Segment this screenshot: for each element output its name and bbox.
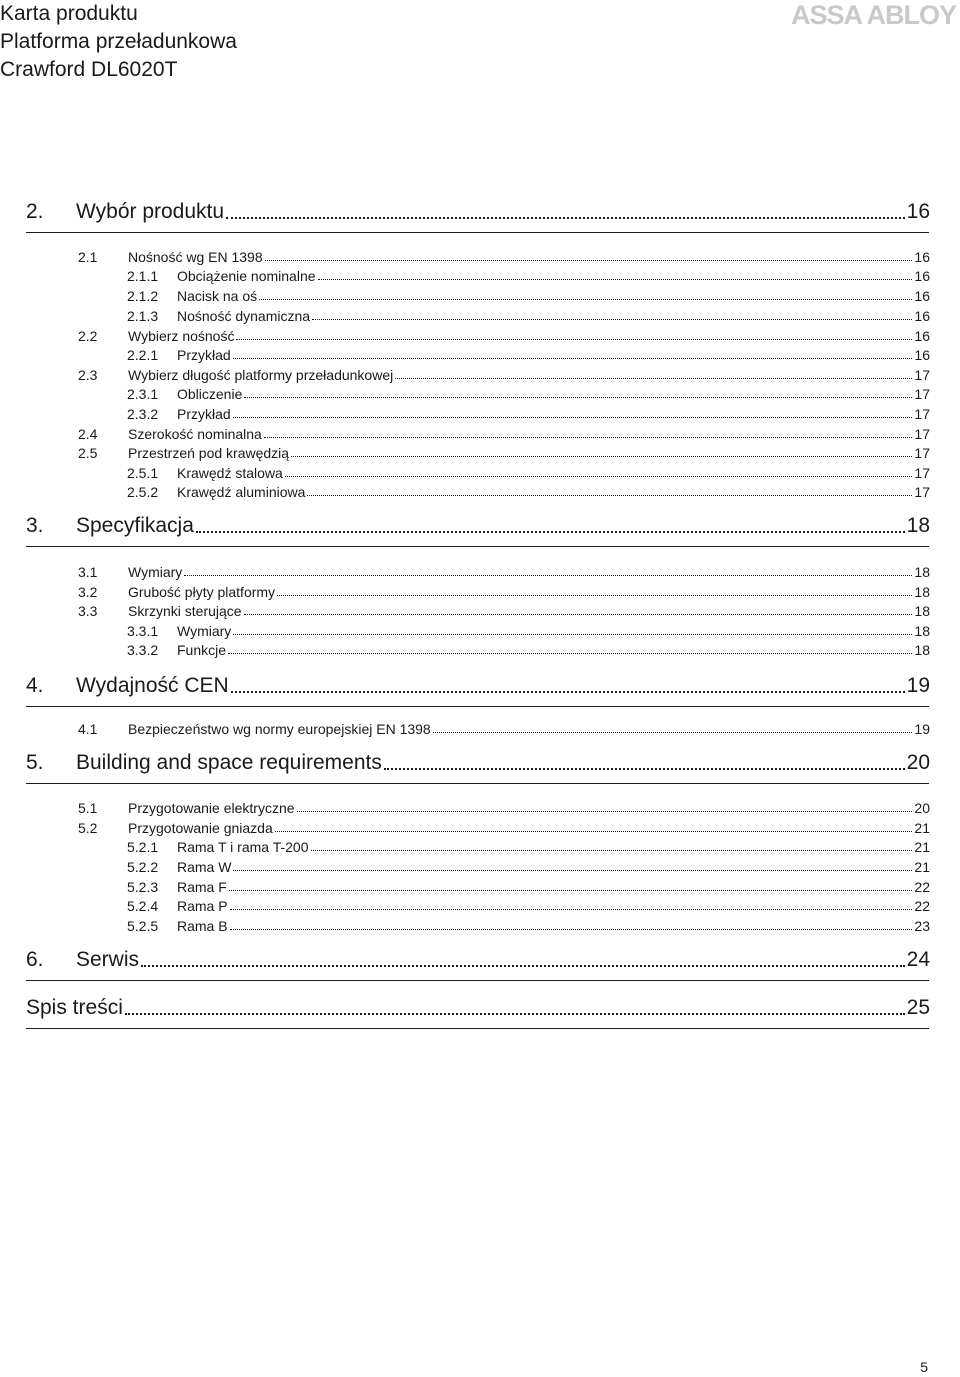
toc-page: 18 [914, 584, 930, 600]
toc-leader-dots [265, 260, 913, 261]
toc-leader-dots [433, 732, 913, 733]
toc-title: Rama F [177, 879, 227, 895]
toc-leader-dots [233, 870, 912, 871]
toc-page: 20 [906, 751, 930, 774]
toc-title: Krawędź aluminiowa [177, 484, 306, 500]
toc-entry[interactable] [127, 918, 930, 934]
toc-entry[interactable] [78, 820, 930, 836]
toc-leader-dots [230, 929, 913, 930]
toc-number: 5.2.5 [127, 918, 159, 934]
toc-entry[interactable] [78, 584, 930, 600]
toc-entry[interactable] [78, 721, 930, 737]
toc-leader-dots [229, 890, 913, 891]
toc-leader-dots [285, 476, 913, 477]
header-line-model: Crawford DL6020T [0, 58, 178, 81]
toc-page: 19 [914, 721, 930, 737]
toc-title: Przygotowanie gniazda [128, 820, 273, 836]
toc-page: 23 [914, 918, 930, 934]
toc-title: Specyfikacja [76, 514, 194, 537]
toc-number: 2. [26, 200, 44, 223]
toc-entry[interactable] [78, 800, 930, 816]
toc-title: Przygotowanie elektryczne [128, 800, 295, 816]
toc-leader-dots [312, 319, 912, 320]
toc-leader-dots [184, 575, 912, 576]
toc-title: Nośność dynamiczna [177, 308, 311, 324]
toc-number: 2.1.3 [127, 308, 159, 324]
toc-number: 3.2 [78, 584, 98, 600]
toc-title: Spis treści [26, 996, 123, 1019]
toc-page: 25 [906, 996, 930, 1019]
toc-title: Funkcje [177, 642, 227, 658]
toc-page: 18 [914, 603, 930, 619]
toc-number: 2.5.1 [127, 465, 159, 481]
toc-title: Wybierz nośność [128, 328, 235, 344]
toc-page: 18 [906, 514, 930, 537]
toc-number: 5. [26, 751, 44, 774]
toc-leader-dots [275, 831, 913, 832]
toc-title: Rama P [177, 898, 228, 914]
page-number: 5 [920, 1359, 928, 1375]
toc-page: 17 [914, 484, 930, 500]
toc-title: Nacisk na oś [177, 288, 258, 304]
toc-leader-dots [395, 378, 912, 379]
toc-number: 5.2.4 [127, 898, 159, 914]
toc-entry[interactable] [127, 406, 930, 422]
toc-number: 2.3.1 [127, 386, 159, 402]
toc-title: Szerokość nominalna [128, 426, 262, 442]
toc-page: 18 [914, 642, 930, 658]
toc-leader-dots [244, 397, 912, 398]
toc-entry[interactable] [127, 308, 930, 324]
toc-title: Serwis [76, 948, 140, 971]
toc-leader-dots [125, 1013, 905, 1015]
toc-entry[interactable] [78, 328, 930, 344]
toc-leader-dots [226, 217, 905, 219]
toc-page: 20 [914, 800, 930, 816]
toc-title: Wymiary [128, 564, 183, 580]
toc-leader-dots [277, 595, 912, 596]
toc-title: Wydajność CEN [76, 674, 229, 697]
toc-page: 21 [914, 859, 930, 875]
toc-leader-dots [236, 339, 912, 340]
toc-chapter[interactable] [26, 948, 930, 972]
toc-leader-dots [233, 634, 912, 635]
toc-number: 2.1.1 [127, 268, 159, 284]
toc-leader-dots [141, 965, 905, 967]
toc-title: Skrzynki sterujące [128, 603, 242, 619]
toc-entry[interactable] [127, 839, 930, 855]
toc-number: 2.4 [78, 426, 98, 442]
toc-entry[interactable] [127, 484, 930, 500]
toc-title: Przykład [177, 406, 231, 422]
toc-page: 18 [914, 564, 930, 580]
toc-number: 2.5.2 [127, 484, 159, 500]
toc-entry[interactable] [127, 898, 930, 914]
toc-number: 3.3 [78, 603, 98, 619]
toc-entry[interactable] [78, 445, 930, 461]
toc-leader-dots [233, 417, 913, 418]
toc-entry[interactable] [127, 386, 930, 402]
toc-number: 2.1 [78, 249, 98, 265]
toc-leader-dots [307, 495, 912, 496]
toc-entry[interactable] [127, 347, 930, 363]
toc-number: 5.2 [78, 820, 98, 836]
toc-title: Wybór produktu [76, 200, 225, 223]
chapter-divider [26, 232, 929, 233]
toc-leader-dots [297, 811, 913, 812]
toc-entry[interactable] [78, 426, 930, 442]
header-line-product-card: Karta produktu [0, 2, 138, 25]
toc-title: Wybierz długość platformy przeładunkowej [128, 367, 394, 383]
toc-leader-dots [311, 850, 913, 851]
toc-number: 2.5 [78, 445, 98, 461]
toc-leader-dots [384, 768, 905, 770]
toc-title: Przykład [177, 347, 231, 363]
toc-chapter[interactable] [26, 514, 930, 538]
toc-number: 2.2.1 [127, 347, 159, 363]
toc-leader-dots [318, 279, 913, 280]
toc-page: 22 [914, 879, 930, 895]
toc-number: 2.3.2 [127, 406, 159, 422]
toc-page: 17 [914, 465, 930, 481]
toc-number: 3. [26, 514, 44, 537]
toc-title: Rama W [177, 859, 232, 875]
toc-title: Obliczenie [177, 386, 243, 402]
toc-leader-dots [230, 909, 913, 910]
toc-number: 4.1 [78, 721, 98, 737]
chapter-divider [26, 1028, 929, 1029]
toc-number: 2.2 [78, 328, 98, 344]
toc-chapter[interactable] [26, 200, 930, 224]
toc-page: 17 [914, 406, 930, 422]
toc-page: 18 [914, 623, 930, 639]
toc-title: Obciążenie nominalne [177, 268, 316, 284]
toc-page: 16 [914, 328, 930, 344]
chapter-divider [26, 783, 929, 784]
toc-number: 5.2.1 [127, 839, 159, 855]
toc-page: 16 [914, 288, 930, 304]
toc-chapter[interactable] [26, 751, 930, 775]
toc-chapter[interactable] [26, 996, 930, 1020]
toc-leader-dots [233, 358, 913, 359]
toc-number: 5.1 [78, 800, 98, 816]
toc-leader-dots [196, 531, 905, 533]
toc-leader-dots [228, 653, 912, 654]
toc-entry[interactable] [78, 564, 930, 580]
toc-page: 24 [906, 948, 930, 971]
chapter-divider [26, 546, 929, 547]
toc-title: Rama T i rama T-200 [177, 839, 309, 855]
header-line-product-type: Platforma przeładunkowa [0, 30, 237, 53]
toc-entry[interactable] [127, 879, 930, 895]
toc-number: 5.2.2 [127, 859, 159, 875]
toc-page: 16 [914, 268, 930, 284]
toc-number: 2.3 [78, 367, 98, 383]
toc-title: Bezpieczeństwo wg normy europejskiej EN 1398 [128, 721, 431, 737]
toc-entry[interactable] [78, 249, 930, 265]
toc-number: 6. [26, 948, 44, 971]
toc-entry[interactable] [127, 268, 930, 284]
toc-title: Building and space requirements [76, 751, 382, 774]
toc-leader-dots [264, 437, 913, 438]
toc-page: 17 [914, 445, 930, 461]
toc-page: 17 [914, 386, 930, 402]
toc-number: 5.2.3 [127, 879, 159, 895]
toc-number: 4. [26, 674, 44, 697]
toc-page: 16 [906, 200, 930, 223]
toc-title: Rama B [177, 918, 228, 934]
toc-entry[interactable] [127, 288, 930, 304]
toc-page: 21 [914, 839, 930, 855]
toc-entry[interactable] [78, 367, 930, 383]
toc-page: 21 [914, 820, 930, 836]
toc-title: Grubość płyty platformy [128, 584, 276, 600]
chapter-divider [26, 980, 929, 981]
toc-page: 16 [914, 308, 930, 324]
toc-number: 3.1 [78, 564, 98, 580]
toc-page: 16 [914, 249, 930, 265]
toc-page: 17 [914, 426, 930, 442]
toc-entry[interactable] [78, 603, 930, 619]
toc-page: 22 [914, 898, 930, 914]
toc-leader-dots [231, 691, 905, 693]
toc-leader-dots [244, 614, 913, 615]
toc-title: Nośność wg EN 1398 [128, 249, 263, 265]
brand-logo: ASSA ABLOY [790, 0, 956, 30]
toc-leader-dots [291, 456, 912, 457]
toc-title: Krawędź stalowa [177, 465, 283, 481]
toc-page: 19 [906, 674, 930, 697]
toc-page: 16 [914, 347, 930, 363]
toc-number: 3.3.2 [127, 642, 159, 658]
toc-number: 3.3.1 [127, 623, 159, 639]
toc-entry[interactable] [127, 859, 930, 875]
chapter-divider [26, 706, 929, 707]
toc-chapter[interactable] [26, 674, 930, 698]
toc-number: 2.1.2 [127, 288, 159, 304]
toc-entry[interactable] [127, 642, 930, 658]
toc-leader-dots [259, 299, 912, 300]
toc-title: Wymiary [177, 623, 232, 639]
toc-entry[interactable] [127, 465, 930, 481]
toc-title: Przestrzeń pod krawędzią [128, 445, 290, 461]
toc-page: 17 [914, 367, 930, 383]
toc-entry[interactable] [127, 623, 930, 639]
